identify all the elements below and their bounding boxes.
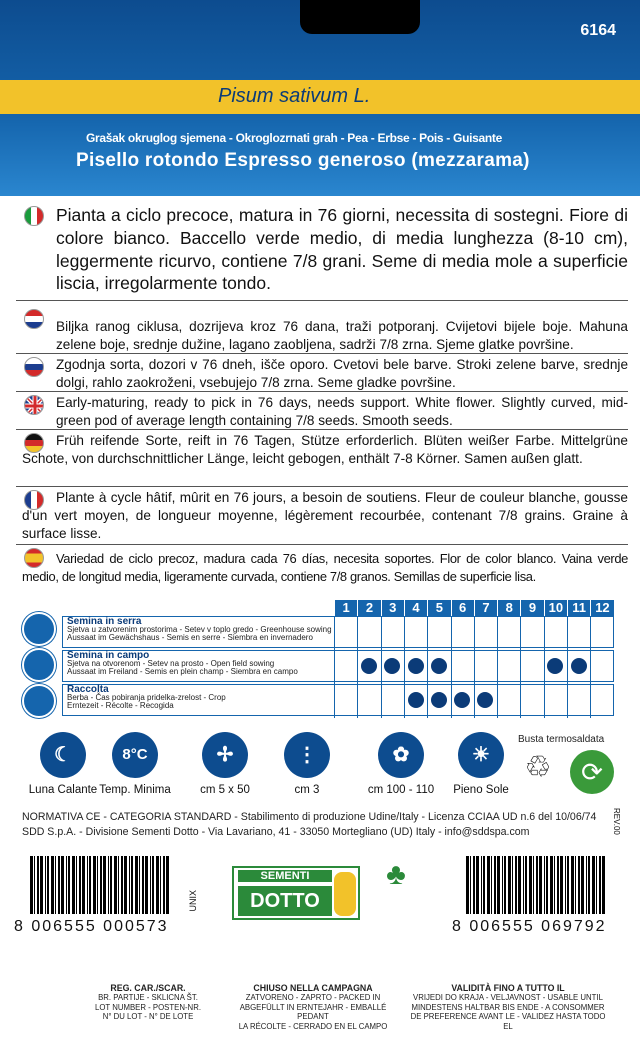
month-4: 4 (404, 600, 427, 616)
barcode-bar (30, 856, 33, 914)
divider (16, 391, 628, 392)
brand-logo (232, 866, 360, 920)
description-it: Pianta a ciclo precoce, matura in 76 giorni, necessita di sostegni. Fiore di colore bianco. Baccello verde medio, di media lunghezza (8-10 cm), leggermente ricurvo, contiene 7/8 grani. Seme di media mole a superficie liscia, irregolarmente tondo. (56, 205, 628, 294)
sowing-calendar (20, 600, 620, 718)
calendar-row-greenhouse (62, 616, 614, 648)
footer-closed-line: ABGEFÜLLT IN ERNTEJAHR - EMBALLÉ PEDANT (239, 1002, 387, 1022)
barcode-bar (131, 856, 133, 914)
calendar-dot (408, 658, 424, 674)
footer-validity-line: MINDESTENS HALTBAR BIS ENDE - A CONSOMMER (411, 1002, 605, 1012)
barcode-bar (103, 856, 106, 914)
calendar-row-field (62, 650, 614, 682)
grid-line (590, 616, 591, 718)
greenhouse-icon (22, 612, 56, 646)
barcode-bar (58, 856, 60, 914)
description-fr: Plante à cycle hâtif, mûrit en 76 jours, a besoin de soutiens. Fleur de couleur blanche, gousse d'un vert moyen, de longueur moyenne, légèrement recourbée, contenant 7/8 grains. Graine à surface lisse. (22, 490, 628, 541)
month-2: 2 (357, 600, 380, 616)
description-en: Early-maturing, ready to pick in 76 days, needs support. White flower. Slightly curved, mid-green pod of average length containing 7/8 seeds. Smooth seeds. (56, 395, 628, 428)
harvest-icon (22, 684, 56, 718)
icon-label: Pieno Sole (453, 784, 509, 796)
barcode-bar (515, 856, 517, 914)
barcode-bar (145, 856, 148, 914)
barcode-bar (560, 856, 563, 914)
hang-hole (300, 0, 420, 34)
barcode-bar (550, 856, 553, 914)
barcode-bar (114, 856, 117, 914)
month-7: 7 (474, 600, 497, 616)
barcode-bar (118, 856, 119, 914)
barcode-bar (76, 856, 77, 914)
sun-icon: ☀ (458, 732, 504, 778)
spacing-icon: ✢ (202, 732, 248, 778)
barcode-bar (481, 856, 482, 914)
calendar-dot (454, 692, 470, 708)
row-sub1: Sjetva na otvorenom - Setev na prosto - Open field sowing (67, 659, 275, 669)
month-5: 5 (427, 600, 450, 616)
footer-closed-line: LA RÉCOLTE - CERRADO EN EL CAMPO (238, 1021, 388, 1031)
barcode-bar (483, 856, 485, 914)
row-sub1: Sjetva u zatvorenim prostorima - Setev v toplo gredo - Greenhouse sowing (67, 625, 332, 635)
calendar-dot (431, 692, 447, 708)
divider (16, 544, 628, 545)
barcode-bar (586, 856, 587, 914)
barcode-bar (546, 856, 548, 914)
barcode-bar (55, 856, 56, 914)
icon-label: cm 5 x 50 (200, 784, 250, 796)
barcode-bar (150, 856, 151, 914)
footer-closed-title: CHIUSO NELLA CAMPAGNA (253, 983, 373, 993)
variety-name: Pisello rotondo Espresso generoso (mezzarama) (76, 150, 530, 171)
barcode-bar (571, 856, 574, 914)
barcode-left-number: 8 006555 000573 (14, 918, 169, 935)
barcode-bar (581, 856, 584, 914)
icon-label: cm 100 - 110 (367, 784, 435, 796)
barcode-bar (596, 856, 597, 914)
barcode-bar (544, 856, 545, 914)
barcode-bar (470, 856, 471, 914)
icon-label: Luna Calante (28, 784, 98, 796)
barcode-bar (508, 856, 511, 914)
barcode-bar (100, 856, 102, 914)
thermometer-icon: 8°C (112, 732, 158, 778)
recycle-person-icon: ♲ (524, 751, 552, 784)
barcode-bar (578, 856, 580, 914)
barcode-bar (152, 856, 154, 914)
grid-line (544, 616, 545, 718)
barcode-bar (51, 856, 54, 914)
barcode-left (30, 856, 176, 914)
barcode-bar (476, 856, 479, 914)
barcode-bar (466, 856, 469, 914)
grid-line (381, 616, 382, 718)
barcode-bar (602, 856, 605, 914)
grid-line (427, 616, 428, 718)
row-sub1: Berba - Čas pobiranja pridelka-zrelost - Crop (67, 693, 226, 703)
calendar-dot (571, 658, 587, 674)
barcode-bar (497, 856, 500, 914)
barcode-bar (156, 856, 159, 914)
divider (16, 429, 628, 430)
calendar-dot (408, 692, 424, 708)
field-sowing-icon (22, 648, 56, 682)
barcode-bar (47, 856, 49, 914)
month-11: 11 (567, 600, 590, 616)
footer-lot-title: REG. CAR./SCAR. (110, 983, 186, 993)
calendar-dot (361, 658, 377, 674)
brand-line-1: SEMENTI (238, 870, 332, 882)
row-title: Semina in serra (67, 616, 142, 627)
footer-validity-line: VRIJEDI DO KRAJA - VELJAVNOST - USABLE UNTIL (413, 993, 603, 1003)
barcode-bar (61, 856, 64, 914)
footer-closed (228, 984, 398, 1031)
plant-height-icon: ✿ (378, 732, 424, 778)
barcode-bar (93, 856, 96, 914)
clover-logo-icon: ♣ (386, 858, 406, 891)
unix-label: UNIX (188, 890, 198, 912)
row-sub2: Erntezeit - Récolte - Recogida (67, 701, 174, 711)
grid-line (520, 616, 521, 718)
barcode-bar (97, 856, 98, 914)
row-sub2: Aussaat im Freiland - Semis en plein champ - Siembra en campo (67, 667, 298, 677)
barcode-bar (518, 856, 521, 914)
footer-lot-line: N° DU LOT - N° DE LOTE (102, 1012, 194, 1022)
calendar-dot (431, 658, 447, 674)
barcode-bar (494, 856, 496, 914)
barcode-bar (124, 856, 127, 914)
barcode-bar (533, 856, 534, 914)
croatia-flag-icon (24, 309, 44, 329)
footer-lot-line: BR. PARTIJE - SKLICNA ŠT. (98, 993, 198, 1003)
month-6: 6 (451, 600, 474, 616)
barcode-bar (487, 856, 490, 914)
barcode-bar (82, 856, 85, 914)
barcode-bar (160, 856, 161, 914)
barcode-bar (539, 856, 542, 914)
green-dot-icon: ⟳ (570, 750, 614, 794)
barcode-bar (525, 856, 527, 914)
grid-line (567, 616, 568, 718)
barcode-bar (72, 856, 75, 914)
local-names: Grašak okruglog sjemena - Okroglozrnati grah - Pea - Erbse - Pois - Guisante (86, 131, 502, 145)
barcode-bar (599, 856, 601, 914)
legal-line-1: NORMATIVA CE - CATEGORIA STANDARD - Stabilimento di produzione Udine/Italy - Licenza CCIAA UD n.6 del 10/06/74 (22, 811, 597, 823)
footer-validity (410, 984, 606, 1031)
footer-validity-line: DE PREFERENCE AVANT LE - VALIDEZ HASTA TODO EL (410, 1012, 606, 1031)
barcode-bar (121, 856, 123, 914)
legal-line-2: SDD S.p.A. - Divisione Sementi Dotto - Via Lavariano, 41 - 33050 Mortegliano (UD) Italy - info@sddspa.com (22, 826, 530, 838)
barcode-bar (110, 856, 112, 914)
barcode-bar (142, 856, 144, 914)
description-de: Früh reifende Sorte, reift in 76 Tagen, Stütze erforderlich. Blüten weißer Farbe. Mittelgrüne Schote, von durchschnittlicher Länge, leicht gebogen, enthält 7-8 Körner. Samen außen glatt. (22, 433, 628, 466)
header-band (0, 0, 640, 196)
calendar-row-harvest (62, 684, 614, 716)
divider (16, 300, 628, 301)
barcode-bar (592, 856, 595, 914)
uk-flag-icon (24, 395, 44, 415)
barcode-bar (473, 856, 475, 914)
barcode-bar (567, 856, 569, 914)
grid-line (404, 616, 405, 718)
italy-flag-icon (24, 206, 44, 226)
row-sub2: Aussaat im Gewächshaus - Semis en serre - Siembra en invernadero (67, 633, 313, 643)
barcode-bar (68, 856, 70, 914)
month-10: 10 (544, 600, 567, 616)
barcode-bar (491, 856, 492, 914)
barcode-bar (45, 856, 46, 914)
barcode-bar (89, 856, 91, 914)
latin-name: Pisum sativum L. (218, 85, 371, 107)
month-3: 3 (381, 600, 404, 616)
depth-icon: ⋮ (284, 732, 330, 778)
barcode-bar (512, 856, 513, 914)
barcode-bar (139, 856, 140, 914)
grid-line (334, 616, 335, 718)
barcode-bar (79, 856, 81, 914)
row-title: Raccolta (67, 684, 109, 695)
row-title: Semina in campo (67, 650, 150, 661)
divider (16, 486, 628, 487)
moon-icon: ☾ (40, 732, 86, 778)
barcode-bar (523, 856, 524, 914)
footer-validity-title: VALIDITÀ FINO A TUTTO IL (451, 983, 565, 993)
mascot-icon (334, 872, 356, 916)
barcode-bar (108, 856, 109, 914)
barcode-bar (87, 856, 88, 914)
latin-name-strip (0, 80, 640, 114)
description-si: Zgodnja sorta, dozori v 76 dneh, išče oporo. Cvetovi bele barve. Stroki zelene barve, srednje dolgi, rahlo zaokroženi, vsebujejo 7/8 zrna. Seme gladke površine. (56, 357, 628, 390)
barcode-bar (37, 856, 39, 914)
barcode-bar (502, 856, 503, 914)
footer-lot (88, 984, 208, 1022)
product-code: 6164 (580, 22, 616, 39)
barcode-bar (163, 856, 165, 914)
busta-label: Busta termosaldata (518, 734, 605, 745)
barcode-bar (529, 856, 532, 914)
barcode-bar (557, 856, 559, 914)
barcode-bar (40, 856, 43, 914)
barcode-bar (129, 856, 130, 914)
footer-lot-line: LOT NUMBER - POSTEN-NR. (95, 1002, 201, 1012)
revision: REV.00 (612, 808, 621, 835)
grid-line (474, 616, 475, 718)
month-9: 9 (520, 600, 543, 616)
month-8: 8 (497, 600, 520, 616)
divider (16, 353, 628, 354)
icon-label: cm 3 (294, 784, 320, 796)
grid-line (451, 616, 452, 718)
barcode-right (466, 856, 612, 914)
barcode-bar (565, 856, 566, 914)
barcode-bar (575, 856, 576, 914)
barcode-bar (588, 856, 590, 914)
footer-closed-line: ZATVORENO - ZAPRTO - PACKED IN (245, 993, 381, 1003)
barcode-bar (554, 856, 555, 914)
grid-line (497, 616, 498, 718)
barcode-bar (504, 856, 506, 914)
grid-line (357, 616, 358, 718)
barcode-bar (536, 856, 538, 914)
month-1: 1 (334, 600, 357, 616)
description-es: Variedad de ciclo precoz, madura cada 76 días, necesita soportes. Flor de color blanco. Vaina verde medio, de longitud media, ligeramente curvada, contiene 7/8 granos. Semillas de superficie lisa. (22, 551, 628, 584)
month-12: 12 (590, 600, 613, 616)
barcode-right-number: 8 006555 069792 (452, 918, 607, 935)
barcode-bar (34, 856, 35, 914)
icon-label: Temp. Minima (99, 784, 171, 796)
barcode-bar (66, 856, 67, 914)
slovenia-flag-icon (24, 357, 44, 377)
brand-line-2: DOTTO (238, 886, 332, 916)
barcode-bar (135, 856, 138, 914)
description-hr: Biljka ranog ciklusa, dozrijeva kroz 76 dana, traži potporanj. Cvijetovi bijele boje. Mahuna zelene boje, srednje dužine, lagano zaobljena, sadrži 7/8 zrna. Sjeme glatke površine. (56, 319, 628, 352)
barcode-bar (166, 856, 169, 914)
